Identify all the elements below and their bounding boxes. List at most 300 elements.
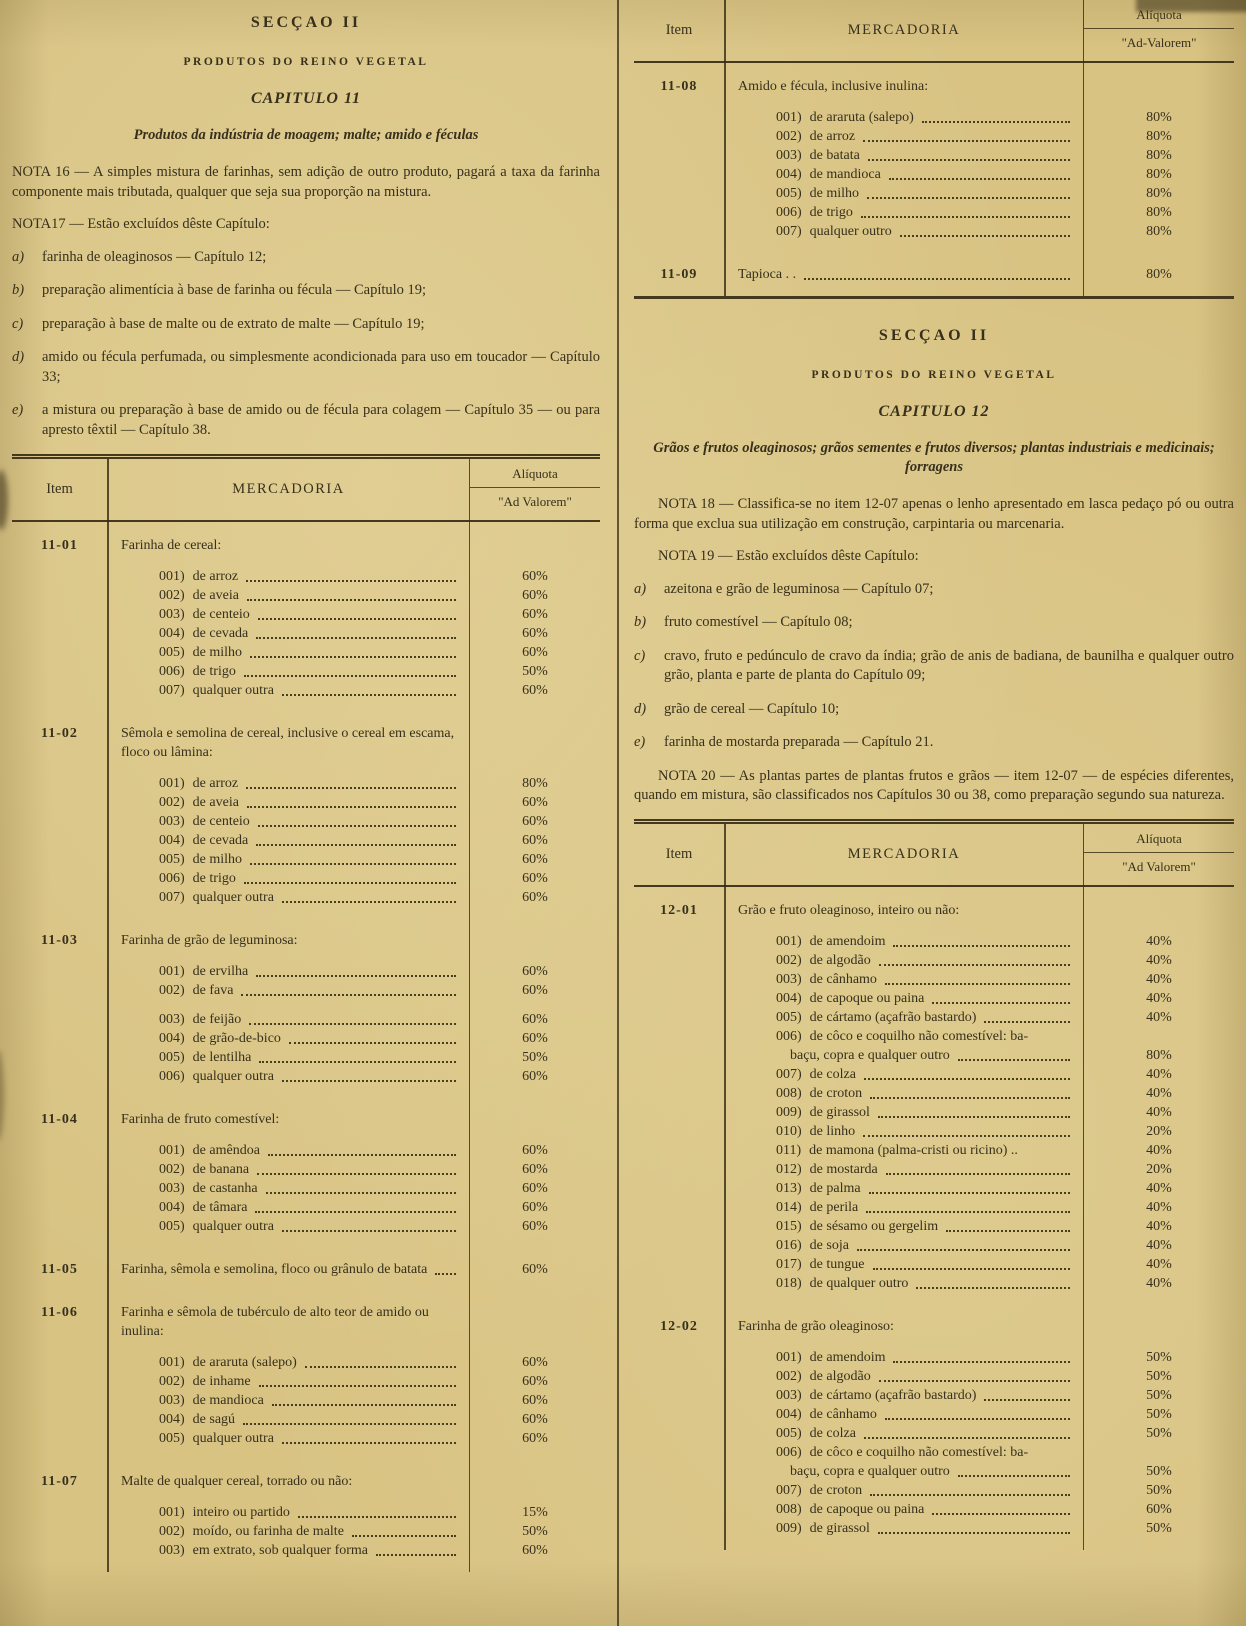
sub-item-name: qualquer outra <box>192 1431 274 1446</box>
item-code: 11-07 <box>41 1474 78 1489</box>
sub-item-number: 006) <box>159 1069 185 1084</box>
sub-item-label <box>107 1160 470 1179</box>
column-header-item: Item <box>665 845 693 862</box>
sub-item-name: de batata <box>809 148 860 163</box>
sub-item-label <box>724 1084 1084 1103</box>
sub-item-label <box>724 1481 1084 1500</box>
sub-item-label <box>107 643 470 662</box>
sub-item-number: 012) <box>776 1161 802 1177</box>
sub-item-name: de algodão <box>809 1368 871 1384</box>
sub-item-number: 003) <box>776 1387 802 1403</box>
sub-item-rate: 50% <box>522 1524 548 1539</box>
sub-item-name: de tâmara <box>192 1200 248 1215</box>
section-title: SECÇAO II <box>878 327 990 344</box>
dotted-leader <box>282 1442 456 1444</box>
sub-item-rate: 80% <box>1146 129 1172 144</box>
sub-item-rate: 50% <box>522 1050 548 1065</box>
column-header-aliquota <box>470 459 600 520</box>
sub-item-number: 007) <box>776 1482 802 1498</box>
sub-item-label <box>724 1160 1084 1179</box>
sub-item-label <box>724 1008 1084 1027</box>
item-rate <box>470 1472 600 1491</box>
sub-item-number: 001) <box>159 1355 185 1370</box>
dotted-leader <box>866 1211 1070 1213</box>
sub-item-label <box>107 812 470 831</box>
sub-item-label <box>107 1029 470 1048</box>
dotted-leader <box>282 1230 456 1232</box>
dotted-leader <box>984 1399 1070 1401</box>
sub-item-number: 005) <box>159 645 185 660</box>
column-header-item: Item <box>665 22 693 38</box>
sub-item-name: de milho <box>192 645 243 660</box>
dotted-leader <box>282 694 456 696</box>
sub-item-name: qualquer outra <box>192 1069 274 1084</box>
sub-item-rate: 40% <box>1146 1180 1172 1196</box>
sub-item-rate: 60% <box>522 1219 548 1234</box>
sub-item-label <box>724 1046 1084 1065</box>
sub-item-rate: 60% <box>522 983 548 998</box>
sub-item-number: 001) <box>776 933 802 949</box>
sub-item-label <box>107 774 470 793</box>
sub-item-rate: 80% <box>1146 167 1172 182</box>
sub-item-label <box>107 850 470 869</box>
sub-item-number: 007) <box>776 224 802 239</box>
sub-item-label <box>107 1541 470 1560</box>
dotted-leader <box>246 580 456 582</box>
item-rate <box>470 536 600 555</box>
section-subtitle: PRODUTOS DO REINO VEGETAL <box>183 56 429 68</box>
sub-item-number: 003) <box>159 1393 185 1408</box>
dotted-leader <box>305 1366 456 1368</box>
sub-item-number: 006) <box>159 664 185 679</box>
sub-item-label <box>107 869 470 888</box>
item-row <box>12 1472 600 1491</box>
aliquota-label: Alíquota <box>1084 824 1234 853</box>
sub-item-rate: 60% <box>522 1031 548 1046</box>
sub-item-name: de cártamo (açafrão bastardo) <box>809 1387 977 1403</box>
sub-item-number: 005) <box>776 1009 802 1025</box>
item-row <box>12 1110 600 1129</box>
sub-item-label <box>724 932 1084 951</box>
item-description <box>724 265 1084 284</box>
sub-item-name: de araruta (salepo) <box>809 110 914 125</box>
note-letter: b) <box>634 614 647 630</box>
sub-item-label <box>724 1348 1084 1367</box>
sub-item-name: de colza <box>809 1066 856 1082</box>
sub-item-rate: 50% <box>1146 1368 1172 1384</box>
sub-item-label <box>724 1103 1084 1122</box>
note-lettered-item <box>634 700 1234 720</box>
sub-item-label <box>724 1443 1084 1462</box>
dotted-leader <box>247 806 456 808</box>
sub-item-rate: 50% <box>1146 1349 1172 1365</box>
item-rate <box>1084 1317 1234 1336</box>
tariff-table-chapter-11-continued <box>634 0 1234 299</box>
sub-item-name: baçu, copra e qualquer outro <box>790 1463 950 1479</box>
note-lettered-item <box>634 733 1234 753</box>
item-code: 11-09 <box>660 267 698 282</box>
item-rate <box>470 931 600 950</box>
note-paragraph: NOTA 16 — A simples mistura de farinhas, sem adição de outro produto, pagará a taxa da farinha componente mais tributada, qualquer que seja sua proporção na mistura. <box>12 164 600 200</box>
item-rate <box>1084 77 1234 96</box>
sub-item-name: qualquer outra <box>192 1219 274 1234</box>
sub-item-row <box>12 793 600 812</box>
column-header-item: Item <box>46 481 73 497</box>
sub-item-number: 010) <box>776 1123 802 1139</box>
sub-item-rate: 60% <box>522 569 548 584</box>
sub-item-name: de mandioca <box>192 1393 264 1408</box>
sub-item-name: de capoque ou paina <box>809 990 925 1006</box>
dotted-leader <box>804 278 1070 280</box>
item-code: 12-01 <box>660 902 698 918</box>
sub-item-label <box>724 1386 1084 1405</box>
sub-item-label <box>107 1067 470 1086</box>
sub-item-label <box>724 1424 1084 1443</box>
sub-item-rate: 15% <box>522 1505 548 1520</box>
chapter-title: CAPITULO 12 <box>878 403 990 420</box>
item-rate <box>470 724 600 762</box>
note-paragraph: NOTA17 — Estão excluídos dêste Capítulo: <box>12 216 270 232</box>
sub-item-name: de feijão <box>192 1012 242 1027</box>
sub-item-label <box>724 1255 1084 1274</box>
dotted-leader <box>870 1494 1070 1496</box>
sub-item-rate: 40% <box>1146 1256 1172 1272</box>
sub-item-row <box>12 1029 600 1048</box>
sub-item-number: 001) <box>159 1143 185 1158</box>
item-code: 11-08 <box>660 79 698 94</box>
sub-item-number: 001) <box>159 569 185 584</box>
sub-item-rate: 60% <box>522 1355 548 1370</box>
item-row <box>12 931 600 950</box>
sub-item-name: de milho <box>809 186 860 201</box>
note-text: fruto comestível — Capítulo 08; <box>664 614 853 630</box>
sub-item-label <box>724 1236 1084 1255</box>
sub-item-label <box>724 1274 1084 1293</box>
note-letter: e) <box>12 402 24 418</box>
sub-item-number: 007) <box>159 890 185 905</box>
sub-item-name: de mostarda <box>809 1161 878 1177</box>
note-letter: c) <box>12 315 24 332</box>
dotted-leader <box>241 994 456 996</box>
ad-valorem-label: "Ad Valorem" <box>498 494 572 509</box>
dotted-leader <box>258 618 456 620</box>
sub-item-rate: 60% <box>522 852 548 867</box>
sub-item-number: 003) <box>159 607 185 622</box>
sub-item-name: de lentilha <box>192 1050 252 1065</box>
dotted-leader <box>266 1192 456 1194</box>
sub-item-row <box>12 869 600 888</box>
dotted-leader <box>958 1059 1070 1061</box>
note-text: amido ou fécula perfumada, ou simplesmente acondicionada para uso em toucador — Capítulo 33; <box>42 349 600 385</box>
sub-item-name: de soja <box>809 1237 849 1253</box>
item-rate <box>470 1303 600 1341</box>
sub-item-row <box>12 624 600 643</box>
sub-item-row <box>12 1429 600 1448</box>
sub-item-label <box>107 1217 470 1236</box>
sub-item-number: 004) <box>159 1031 185 1046</box>
sub-item-name: em extrato, sob qualquer forma <box>192 1543 368 1558</box>
sub-item-label <box>724 1122 1084 1141</box>
sub-item-row <box>12 1160 600 1179</box>
sub-item-rate: 40% <box>1146 1104 1172 1120</box>
sub-item-number: 014) <box>776 1199 802 1215</box>
dotted-leader <box>259 1061 456 1063</box>
sub-item-row <box>12 586 600 605</box>
note-paragraph: NOTA 19 — Estão excluídos dêste Capítulo: <box>658 548 919 564</box>
dotted-leader <box>256 844 456 846</box>
sub-item-number: 009) <box>776 1104 802 1120</box>
sub-item-rate: 40% <box>1146 1218 1172 1234</box>
sub-item-rate: 60% <box>522 890 548 905</box>
item-code: 11-02 <box>41 726 78 741</box>
sub-item-row <box>12 831 600 850</box>
sub-item-label <box>724 1367 1084 1386</box>
item-rate: 60% <box>522 1262 548 1277</box>
dotted-leader <box>256 975 456 977</box>
dotted-leader <box>893 945 1070 947</box>
ad-valorem-label: "Ad-Valorem" <box>1121 35 1197 50</box>
sub-item-rate: 50% <box>1146 1406 1172 1422</box>
sub-item-number: 002) <box>776 1368 802 1384</box>
item-description: Farinha de cereal: <box>121 538 222 553</box>
sub-item-label <box>107 1179 470 1198</box>
sub-item-label <box>107 981 470 1000</box>
sub-item-number: 013) <box>776 1180 802 1196</box>
dotted-leader <box>435 1273 456 1275</box>
sub-item-label <box>107 624 470 643</box>
sub-item-number: 002) <box>159 795 185 810</box>
sub-item-number: 002) <box>159 983 185 998</box>
sub-item-label <box>107 681 470 700</box>
sub-item-label <box>724 1065 1084 1084</box>
note-letter: a) <box>634 580 647 597</box>
dotted-leader <box>857 1249 1070 1251</box>
column-header-aliquota <box>1084 824 1234 885</box>
note-lettered-item <box>12 281 600 301</box>
sub-item-name: de linho <box>809 1123 856 1139</box>
sub-item-name: de ervilha <box>192 964 249 979</box>
note-text: a mistura ou preparação à base de amido ou de fécula para colagem — Capítulo 35 — ou para apresto têxtil — Capítulo 38. <box>42 402 600 438</box>
sub-item-number: 004) <box>776 1406 802 1422</box>
sub-item-name: qualquer outra <box>192 890 274 905</box>
dotted-leader <box>916 1287 1070 1289</box>
note-letter: b) <box>12 282 25 298</box>
sub-item-row <box>12 1391 600 1410</box>
sub-item-label <box>724 1027 1084 1046</box>
sub-item-number: 004) <box>159 1200 185 1215</box>
sub-item-row <box>12 681 600 700</box>
sub-item-name: de mamona (palma-cristi ou ricino) .. <box>809 1142 1018 1158</box>
dotted-leader <box>268 1154 456 1156</box>
sub-item-number: 008) <box>776 1501 802 1517</box>
table-vertical-rule-left <box>107 459 109 1572</box>
chapter-description: Produtos da indústria de moagem; malte; amido e féculas <box>133 127 479 143</box>
sub-item-name: de algodão <box>809 952 871 968</box>
sub-item-name: de centeio <box>192 607 250 622</box>
note-lettered-item <box>634 647 1234 686</box>
sub-item-rate: 60% <box>522 1543 548 1558</box>
scan-artifact <box>0 1050 4 1140</box>
sub-item-label <box>724 970 1084 989</box>
sub-item-label <box>107 793 470 812</box>
section-subtitle: PRODUTOS DO REINO VEGETAL <box>811 369 1057 381</box>
sub-item-number: 004) <box>159 833 185 848</box>
sub-item-row <box>12 1141 600 1160</box>
sub-item-number: 011) <box>776 1142 802 1158</box>
sub-item-name: de cânhamo <box>809 1406 877 1422</box>
sub-item-row <box>12 662 600 681</box>
dotted-leader <box>861 216 1070 218</box>
dotted-leader <box>259 1385 456 1387</box>
sub-item-label <box>724 1500 1084 1519</box>
dotted-leader <box>243 1423 456 1425</box>
dotted-leader <box>878 1532 1070 1534</box>
dotted-leader <box>256 637 456 639</box>
note-letter: c) <box>634 647 646 664</box>
dotted-leader <box>863 140 1070 142</box>
item-code: 11-03 <box>41 933 78 948</box>
tariff-table-chapter-12 <box>634 819 1234 1550</box>
sub-item-name: de croton <box>809 1482 863 1498</box>
dotted-leader <box>864 1078 1070 1080</box>
note-letter: d) <box>634 700 647 717</box>
sub-item-number: 006) <box>776 1444 802 1460</box>
sub-item-name: de cânhamo <box>809 971 877 987</box>
dotted-leader <box>246 787 456 789</box>
sub-item-name: de aveia <box>192 588 239 603</box>
sub-item-name: de arroz <box>192 569 239 584</box>
note-text: preparação alimentícia à base de farinha ou fécula — Capítulo 19; <box>42 282 427 298</box>
item-code: 11-06 <box>41 1305 78 1320</box>
sub-item-row <box>12 812 600 831</box>
sub-item-number: 003) <box>159 1181 185 1196</box>
sub-item-label <box>724 1141 1084 1160</box>
item-description: Malte de qualquer cereal, torrado ou não: <box>121 1474 353 1489</box>
sub-item-number: 005) <box>159 852 185 867</box>
sub-item-number: 003) <box>159 1012 185 1027</box>
note-paragraph: NOTA 20 — As plantas partes de plantas frutos e grãos — item 12-07 — de espécies diferentes, quando em mistura, são classificados nos Capítulos 30 ou 38, como preparação segundo sua natureza. <box>634 767 1234 803</box>
sub-item-name: de capoque ou paina <box>809 1501 925 1517</box>
aliquota-label: Alíquota <box>1084 0 1234 29</box>
sub-item-number: 007) <box>776 1066 802 1082</box>
dotted-leader <box>244 882 456 884</box>
sub-item-rate: 20% <box>1146 1161 1172 1177</box>
note-letter: e) <box>634 734 646 750</box>
sub-item-row <box>12 1541 600 1560</box>
table-vertical-rule-right <box>1083 0 1085 296</box>
sub-item-rate: 60% <box>522 1374 548 1389</box>
sub-item-number: 009) <box>776 1520 802 1536</box>
dotted-leader <box>258 825 456 827</box>
sub-item-rate: 40% <box>1146 971 1172 987</box>
sub-item-number: 007) <box>159 683 185 698</box>
sub-item-rate: 60% <box>522 1412 548 1427</box>
sub-item-label <box>724 184 1084 203</box>
sub-item-number: 005) <box>159 1431 185 1446</box>
sub-item-rate: 50% <box>1146 1482 1172 1498</box>
sub-item-rate: 20% <box>1146 1123 1172 1139</box>
sub-item-rate: 60% <box>522 814 548 829</box>
dotted-leader <box>900 235 1070 237</box>
sub-item-row <box>12 643 600 662</box>
sub-item-rate: 60% <box>522 1431 548 1446</box>
note-lettered-item <box>12 348 600 387</box>
item-rate <box>470 1110 600 1129</box>
dotted-leader <box>289 1042 456 1044</box>
sub-item-row <box>12 981 600 1000</box>
sub-item-name: de mandioca <box>809 167 881 182</box>
sub-item-rate: 60% <box>522 964 548 979</box>
sub-item-name: de cártamo (açafrão bastardo) <box>809 1009 977 1025</box>
dotted-leader <box>249 1023 456 1025</box>
sub-item-number: 001) <box>776 110 802 125</box>
note-letter: d) <box>12 349 25 365</box>
dotted-leader <box>282 901 456 903</box>
sub-item-rate: 60% <box>522 1012 548 1027</box>
item-code: 11-01 <box>41 538 78 553</box>
sub-item-number: 006) <box>776 205 802 220</box>
chapter-notes <box>634 495 1234 806</box>
sub-item-row <box>12 1067 600 1086</box>
item-description: Sêmola e semolina de cereal, inclusive o cereal em escama, floco ou lâmina: <box>121 726 455 760</box>
sub-item-number: 016) <box>776 1237 802 1253</box>
sub-item-row <box>12 567 600 586</box>
dotted-leader <box>244 675 456 677</box>
sub-item-rate: 40% <box>1146 1237 1172 1253</box>
dotted-leader <box>889 178 1070 180</box>
sub-item-rate: 50% <box>1146 1463 1172 1479</box>
sub-item-name: de colza <box>809 1425 856 1441</box>
sub-item-rate: 40% <box>1146 1085 1172 1101</box>
sub-item-rate <box>1084 1027 1234 1046</box>
sub-item-label <box>107 1198 470 1217</box>
note-lettered-item <box>634 613 1234 633</box>
sub-item-rate: 40% <box>1146 1275 1172 1291</box>
sub-item-number: 004) <box>159 626 185 641</box>
note-lettered-item <box>634 580 1234 600</box>
sub-item-name: de girassol <box>809 1104 870 1120</box>
sub-item-name: de fava <box>192 983 234 998</box>
table-vertical-rule-right <box>1083 824 1085 1550</box>
sub-item-name: de centeio <box>192 814 250 829</box>
section-heading-block <box>634 327 1234 477</box>
dotted-leader <box>878 1116 1070 1118</box>
chapter-notes <box>12 163 600 440</box>
sub-item-row <box>12 1010 600 1029</box>
sub-item-rate: 60% <box>522 795 548 810</box>
sub-item-name: de grão-de-bico <box>192 1031 281 1046</box>
dotted-leader <box>869 1192 1070 1194</box>
sub-item-number: 006) <box>776 1028 802 1044</box>
sub-item-rate: 60% <box>522 871 548 886</box>
dotted-leader <box>255 1211 456 1213</box>
sub-item-label <box>107 605 470 624</box>
sub-item-number: 008) <box>776 1085 802 1101</box>
item-code: 12-02 <box>660 1318 698 1334</box>
note-text: grão de cereal — Capítulo 10; <box>664 700 840 717</box>
sub-item-number: 001) <box>159 1505 185 1520</box>
sub-item-rate: 50% <box>522 664 548 679</box>
sub-item-row <box>12 1179 600 1198</box>
sub-item-name: de palma <box>809 1180 861 1196</box>
dotted-leader <box>272 1404 456 1406</box>
sub-item-row <box>12 962 600 981</box>
sub-item-rate: 40% <box>1146 1199 1172 1215</box>
sub-item-number: 002) <box>776 129 802 144</box>
column-header-aliquota <box>1084 0 1234 61</box>
sub-item-number: 003) <box>776 148 802 163</box>
dotted-leader <box>922 121 1070 123</box>
